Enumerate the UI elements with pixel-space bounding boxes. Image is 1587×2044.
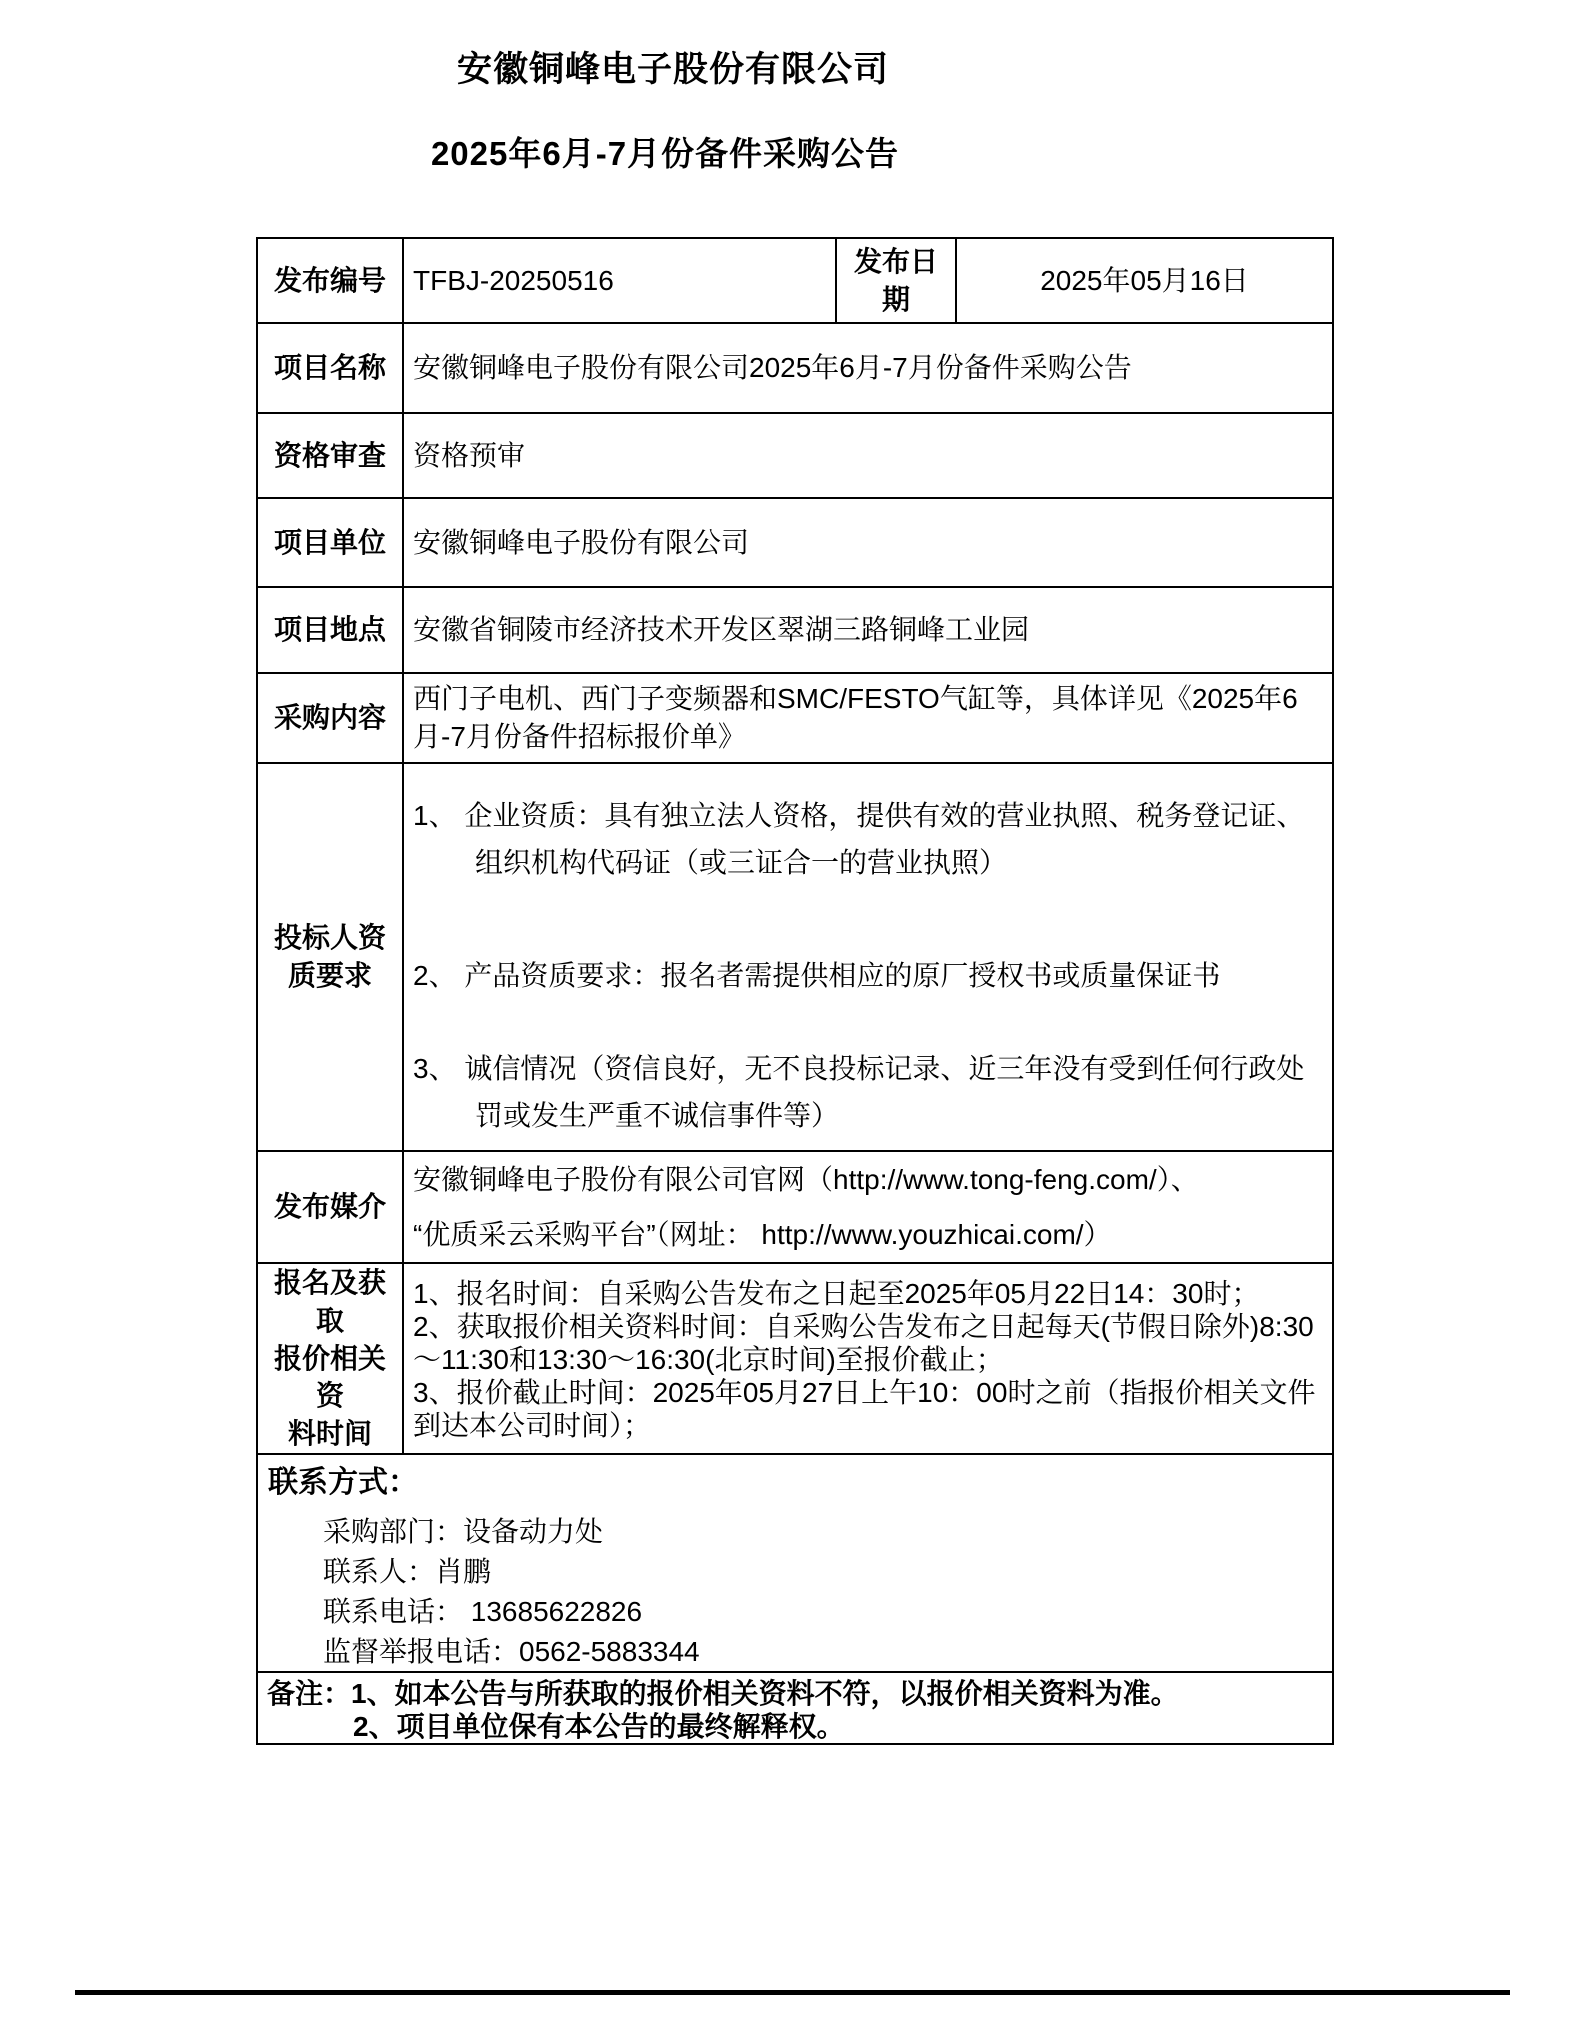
procurement-content-value: 西门子电机、西门子变频器和SMC/FESTO气缸等，具体详见《2025年6月-7月份备件招标报价单》: [403, 673, 1333, 763]
table-row-project-unit: [257, 498, 1333, 587]
table-row-registration: [257, 1263, 1333, 1454]
table-row-remarks: [257, 1672, 1333, 1744]
registration-label: [257, 1263, 403, 1454]
qualification-review-value: 资格预审: [403, 413, 1333, 498]
footer-divider: [75, 1990, 1510, 1995]
publish-no-value: TFBJ-20250516: [403, 238, 836, 323]
project-name-label: 项目名称: [257, 323, 403, 413]
registration-label-line3: 料时间: [287, 1418, 372, 1450]
contact-phone: 联系电话： 13685622826: [323, 1595, 643, 1627]
bidder-qualification-label-line2: 质要求: [287, 960, 372, 991]
contact-department: 采购部门：设备动力处: [323, 1515, 604, 1547]
registration-item-3: 3、报价截止时间：2025年05月27日上午10：00时之前（指报价相关文件到达本公司时间）；: [413, 1376, 1316, 1441]
qualification-item-2: 2、 产品资质要求：报名者需提供相应的原厂授权书或质量保证书: [413, 959, 1221, 991]
publish-media-label: 发布媒介: [257, 1151, 403, 1263]
publish-media-line2: “优质采云采购平台”（网址： http://www.youzhicai.com/）: [413, 1219, 1112, 1250]
table-row-publish-media: [257, 1151, 1333, 1263]
table-row-qualification-review: [257, 413, 1333, 498]
bidder-qualification-label-line1: 投标人资: [273, 922, 386, 954]
project-location-value: 安徽省铜陵市经济技术开发区翠湖三路铜峰工业园: [403, 587, 1333, 673]
announcement-title: 2025年6月-7月份备件采购公告: [430, 135, 900, 172]
table-row-publish: [257, 238, 1333, 323]
announcement-table: [256, 237, 1334, 1745]
table-row-bidder-qualification: [257, 763, 1333, 1151]
bidder-qualification-label: [257, 763, 403, 1151]
contact-section: [257, 1454, 1333, 1672]
project-unit-value: 安徽铜峰电子股份有限公司: [403, 498, 1333, 587]
remarks-line1: 备注：1、如本公告与所获取的报价相关资料不符，以报价相关资料为准。: [267, 1677, 1179, 1709]
project-unit-label: 项目单位: [257, 498, 403, 587]
publish-date-value: 2025年05月16日: [956, 238, 1333, 323]
publish-media-line1: 安徽铜峰电子股份有限公司官网（http://www.tong-feng.com/）、: [413, 1164, 1199, 1195]
publish-date-label: 发布日期: [836, 238, 956, 323]
bidder-qualification-content: [403, 763, 1333, 1151]
procurement-content-label: 采购内容: [257, 673, 403, 763]
qualification-item-1: 1、 企业资质：具有独立法人资格，提供有效的营业执照、税务登记证、组织机构代码证（或三证合一的营业执照）: [413, 799, 1305, 878]
project-name-value: 安徽铜峰电子股份有限公司2025年6月-7月份备件采购公告: [403, 323, 1333, 413]
contact-heading: 联系方式：: [268, 1465, 418, 1499]
registration-item-1: 1、报名时间：自采购公告发布之日起至2025年05月22日14：30时；: [413, 1277, 1260, 1309]
publish-no-label: 发布编号: [257, 238, 403, 323]
qualification-review-label: 资格审查: [257, 413, 403, 498]
table-row-procurement-content: [257, 673, 1333, 763]
table-row-contact: [257, 1454, 1333, 1672]
qualification-item-3: 3、 诚信情况（资信良好，无不良投标记录、近三年没有受到任何行政处罚或发生严重不诚信事件等）: [413, 1052, 1305, 1131]
contact-person: 联系人：肖鹏: [323, 1555, 492, 1587]
project-location-label: 项目地点: [257, 587, 403, 673]
table-row-project-location: [257, 587, 1333, 673]
registration-item-2: 2、获取报价相关资料时间：自采购公告发布之日起每天(节假日除外)8:30～11:30和13:30～16:30(北京时间)至报价截止；: [413, 1310, 1314, 1375]
remarks-section: [257, 1672, 1333, 1744]
publish-media-content: [403, 1151, 1333, 1263]
registration-label-line2: 报价相关资: [273, 1342, 386, 1412]
table-row-project-name: [257, 323, 1333, 413]
registration-content: [403, 1263, 1333, 1454]
registration-label-line1: 报名及获取: [273, 1267, 386, 1336]
company-title: 安徽铜峰电子股份有限公司: [456, 50, 889, 89]
contact-supervision-phone: 监督举报电话：0562-5883344: [323, 1635, 700, 1667]
remarks-line2: 2、项目单位保有本公告的最终解释权。: [353, 1710, 845, 1742]
